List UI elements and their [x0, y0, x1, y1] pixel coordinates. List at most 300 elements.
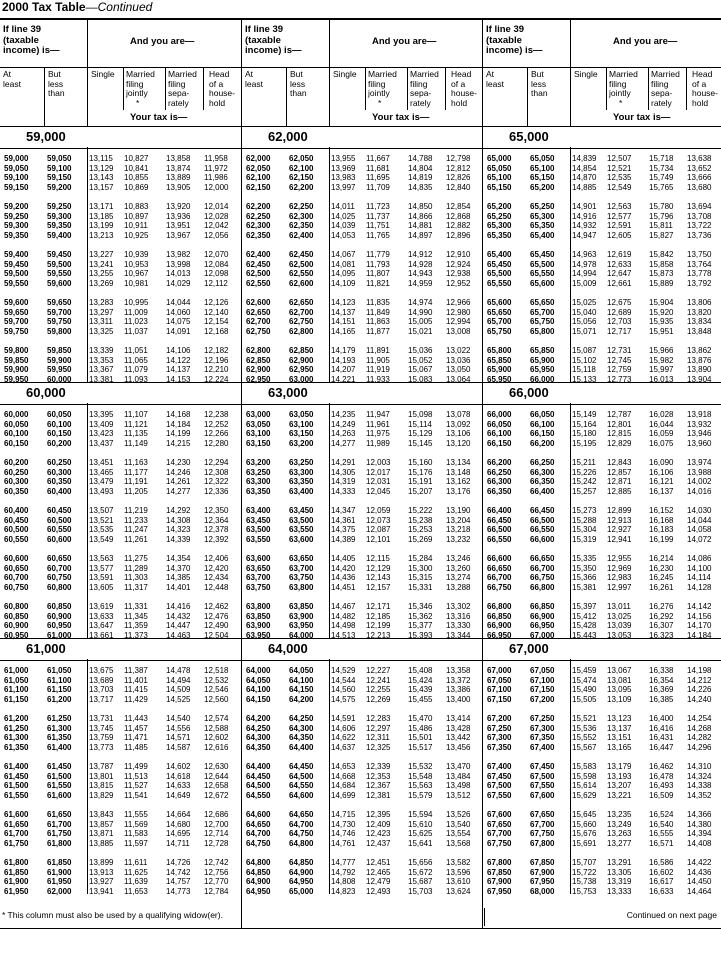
income-block: [242, 147, 483, 382]
income-block: [483, 147, 721, 382]
table-row: [0, 878, 241, 886]
income-band: [483, 382, 721, 405]
but-less-than-cell: 61,900: [47, 867, 72, 877]
married-jointly-tax-cell: 11,023: [124, 317, 148, 327]
head-of-household-tax-cell: 13,848: [687, 326, 712, 336]
income-band: [0, 126, 241, 149]
married-separately-tax-cell: 16,276: [649, 602, 674, 611]
married-separately-tax-cell: 16,447: [649, 742, 674, 752]
table-row: [242, 507, 483, 515]
but-less-than-cell: 65,500: [530, 259, 555, 269]
at-least-header-line: At: [486, 69, 495, 79]
at-least-cell: 59,200: [4, 202, 29, 211]
at-least-cell: 65,000: [487, 154, 512, 163]
married-jointly-tax-cell: 13,179: [607, 762, 632, 771]
head-of-household-tax-cell: 13,582: [446, 858, 471, 867]
but-less-than-cell: 62,450: [289, 250, 314, 259]
married-jointly-tax-cell: 12,423: [366, 829, 391, 839]
but-less-than-cell: 61,000: [47, 630, 72, 640]
head-of-household-tax-cell: 13,470: [446, 762, 471, 771]
line39-header-line: If line 39: [3, 24, 42, 35]
at-least-cell: 63,600: [246, 554, 271, 563]
single-tax-cell: 14,179: [331, 346, 356, 355]
married-separately-header-line: rately: [651, 97, 672, 108]
table-row: [0, 613, 241, 621]
but-less-than-cell: 59,950: [47, 365, 72, 375]
table-row: [242, 869, 483, 877]
single-tax-cell: 13,885: [89, 838, 114, 848]
table-row: [242, 251, 483, 259]
at-least-cell: 60,450: [4, 515, 29, 525]
at-least-cell: 61,100: [4, 685, 29, 695]
married-separately-tax-cell: 13,982: [166, 250, 191, 259]
head-of-household-tax-cell: 13,358: [446, 666, 471, 675]
at-least-cell: 60,300: [4, 477, 29, 487]
single-tax-cell: 15,443: [572, 630, 597, 640]
at-least-cell: 65,500: [487, 269, 512, 279]
single-tax-cell: 14,653: [331, 762, 356, 771]
married-jointly-tax-cell: 11,639: [124, 877, 148, 887]
but-less-than-cell: 65,750: [530, 317, 555, 327]
but-less-than-header: [531, 70, 548, 99]
single-header: [333, 70, 357, 80]
single-tax-cell: 14,151: [331, 317, 356, 327]
at-least-cell: 60,200: [4, 458, 29, 467]
head-of-household-tax-cell: 14,100: [687, 563, 712, 573]
at-least-cell: 67,800: [487, 858, 512, 867]
head-of-household-tax-cell: 12,896: [446, 230, 471, 240]
married-jointly-tax-cell: 11,793: [366, 259, 390, 269]
single-tax-cell: 15,707: [572, 858, 597, 867]
at-least-cell: 63,850: [246, 611, 271, 621]
single-tax-cell: 14,963: [572, 250, 597, 259]
at-least-cell: 62,350: [246, 230, 271, 240]
at-least-cell: 61,850: [4, 867, 29, 877]
married-jointly-tax-cell: 12,381: [366, 790, 391, 800]
but-less-than-cell: 64,050: [289, 666, 314, 675]
head-of-household-tax-cell: 13,722: [687, 221, 712, 231]
head-of-household-tax-cell: 12,434: [204, 573, 229, 583]
table-row: [0, 821, 241, 829]
but-less-than-cell: 67,600: [530, 790, 555, 800]
married-jointly-tax-cell: 12,983: [607, 573, 632, 583]
at-least-cell: 61,500: [4, 781, 29, 791]
single-tax-cell: 14,263: [331, 429, 356, 439]
at-least-cell: 60,100: [4, 429, 29, 439]
head-of-household-tax-cell: 13,204: [446, 515, 471, 525]
but-less-than-cell: 67,050: [530, 666, 555, 675]
married-separately-tax-cell: 14,137: [166, 365, 191, 375]
but-less-than-cell: 65,900: [530, 355, 555, 365]
table-row: [242, 421, 483, 429]
married-separately-tax-cell: 14,060: [166, 307, 191, 317]
table-row: [0, 251, 241, 259]
but-less-than-cell: 66,600: [530, 534, 555, 544]
but-less-than-cell: 66,150: [530, 429, 555, 439]
married-separately-tax-cell: 14,509: [166, 685, 191, 695]
head-of-household-tax-cell: 13,134: [446, 458, 471, 467]
married-jointly-tax-cell: 11,891: [366, 346, 390, 355]
table-row: [242, 347, 483, 355]
head-of-household-tax-cell: 12,798: [446, 154, 471, 163]
income-band-label: 59,000: [26, 129, 66, 144]
single-tax-cell: 15,397: [572, 602, 597, 611]
married-separately-tax-cell: 16,493: [649, 781, 674, 791]
single-tax-cell: 13,927: [89, 877, 114, 887]
head-of-household-tax-cell: 13,918: [687, 410, 712, 419]
line39-header-line: If line 39: [486, 24, 525, 35]
but-less-than-cell: 66,950: [530, 621, 555, 631]
head-of-household-header-line: of a: [209, 78, 224, 89]
married-separately-tax-cell: 13,889: [166, 173, 191, 183]
at-least-cell: 67,300: [487, 733, 512, 743]
table-row: [0, 421, 241, 429]
but-less-than-cell: 61,400: [47, 742, 72, 752]
single-tax-cell: 14,544: [331, 675, 356, 685]
header-rule: [570, 67, 721, 68]
at-least-cell: 61,050: [4, 675, 29, 685]
head-of-household-tax-cell: 14,086: [687, 554, 712, 563]
married-jointly-tax-cell: 11,443: [124, 714, 148, 723]
single-tax-cell: 15,040: [572, 307, 597, 317]
married-jointly-tax-cell: 12,535: [607, 173, 632, 183]
married-jointly-tax-cell: 10,855: [124, 173, 149, 183]
married-separately-header-line: filing: [168, 78, 186, 89]
married-jointly-tax-cell: 13,109: [607, 694, 632, 704]
married-separately-tax-cell: 14,742: [166, 867, 191, 877]
single-tax-cell: 14,854: [572, 163, 597, 173]
head-of-household-header-line: hold: [692, 97, 709, 108]
married-separately-tax-cell: 15,966: [649, 346, 674, 355]
table-row: [0, 357, 241, 365]
but-less-than-cell: 64,550: [289, 781, 314, 791]
table-row: [242, 440, 483, 448]
table-row: [483, 859, 721, 867]
head-of-household-tax-cell: 14,408: [687, 838, 712, 848]
head-of-household-tax-cell: 13,750: [687, 250, 712, 259]
but-less-than-header-line: than: [290, 88, 307, 98]
married-separately-tax-cell: 16,540: [649, 819, 674, 829]
married-separately-tax-cell: 15,191: [408, 477, 433, 487]
table-row: [483, 565, 721, 573]
head-of-household-tax-cell: 14,366: [687, 810, 712, 819]
married-separately-tax-cell: 15,796: [649, 211, 674, 221]
table-row: [0, 328, 241, 336]
married-separately-tax-cell: 16,121: [649, 477, 674, 487]
married-separately-tax-cell: 15,083: [408, 374, 433, 384]
married-separately-tax-cell: 15,765: [649, 182, 674, 192]
married-jointly-tax-cell: 12,437: [366, 838, 391, 848]
at-least-cell: 62,600: [246, 298, 271, 307]
line39-header: [245, 25, 302, 57]
at-least-header-line: least: [245, 78, 263, 89]
single-tax-cell: 14,513: [331, 630, 356, 640]
table-row: [483, 232, 721, 240]
but-less-than-cell: 61,850: [47, 858, 72, 867]
married-separately-tax-cell: 15,563: [408, 781, 433, 791]
married-separately-tax-cell: 13,951: [166, 221, 191, 231]
at-least-cell: 61,200: [4, 714, 29, 723]
at-least-cell: 65,700: [487, 317, 512, 327]
table-row: [242, 478, 483, 486]
but-less-than-cell: 62,750: [289, 317, 314, 327]
but-less-than-cell: 67,800: [530, 838, 555, 848]
head-of-household-tax-cell: 14,128: [687, 582, 712, 592]
married-jointly-tax-cell: 11,723: [366, 202, 390, 211]
married-jointly-tax-cell: 13,039: [607, 621, 632, 631]
married-separately-tax-cell: 15,114: [408, 419, 432, 429]
married-separately-tax-cell: 14,974: [408, 298, 433, 307]
but-less-than-cell: 60,400: [47, 486, 72, 496]
table-row: [242, 232, 483, 240]
table-row: [242, 667, 483, 675]
married-jointly-tax-cell: 12,521: [607, 163, 632, 173]
married-jointly-tax-cell: 11,667: [366, 154, 390, 163]
married-jointly-tax-cell: 11,471: [124, 733, 148, 743]
at-least-cell: 63,400: [246, 506, 271, 515]
married-separately-tax-cell: 15,253: [408, 525, 433, 535]
but-less-than-cell: 66,100: [530, 419, 555, 429]
table-row: [0, 555, 241, 563]
married-separately-tax-cell: 14,866: [408, 211, 433, 221]
single-tax-cell: 15,753: [572, 886, 597, 896]
head-of-household-tax-cell: 12,336: [204, 486, 229, 496]
single-tax-cell: 14,207: [331, 365, 356, 375]
single-tax-cell: 14,053: [331, 230, 356, 240]
income-block: [242, 403, 483, 638]
at-least-cell: 64,250: [246, 723, 271, 733]
single-tax-cell: 14,761: [331, 838, 356, 848]
at-least-cell: 59,050: [4, 163, 29, 173]
head-of-household-tax-cell: 12,210: [204, 365, 229, 375]
head-of-household-header-line: hold: [451, 97, 468, 108]
table-row: [483, 488, 721, 496]
but-less-than-cell: 63,650: [289, 554, 314, 563]
married-jointly-tax-cell: 12,647: [607, 269, 632, 279]
married-jointly-tax-cell: 12,311: [366, 733, 390, 743]
married-jointly-tax-cell: 12,591: [607, 221, 632, 231]
married-separately-tax-cell: 14,664: [166, 810, 191, 819]
table-row: [0, 469, 241, 477]
single-tax-cell: 13,129: [89, 163, 114, 173]
at-least-cell: 63,100: [246, 429, 271, 439]
but-less-than-cell: 59,800: [47, 326, 72, 336]
single-tax-cell: 14,591: [331, 714, 356, 723]
line39-header-line: income) is—: [3, 45, 60, 56]
single-tax-cell: 14,746: [331, 829, 356, 839]
married-jointly-header: [609, 70, 638, 108]
but-less-than-cell: 61,950: [47, 877, 72, 887]
table-row: [242, 725, 483, 733]
head-of-household-tax-cell: 13,946: [687, 429, 712, 439]
head-of-household-tax-cell: 13,862: [687, 346, 712, 355]
table-row: [242, 888, 483, 896]
married-jointly-tax-cell: 11,163: [124, 458, 148, 467]
but-less-than-cell: 60,150: [47, 429, 72, 439]
column-divider: [527, 67, 528, 126]
column-divider: [648, 67, 649, 110]
head-of-household-tax-cell: 13,050: [446, 365, 471, 375]
but-less-than-cell: 59,650: [47, 298, 72, 307]
head-of-household-header: [209, 70, 235, 108]
married-separately-tax-cell: 14,912: [408, 250, 433, 259]
married-jointly-tax-cell: 12,843: [607, 458, 632, 467]
married-jointly-tax-cell: 12,507: [607, 154, 632, 163]
married-jointly-tax-cell: 11,401: [124, 675, 148, 685]
at-least-cell: 65,100: [487, 173, 512, 183]
at-least-cell: 64,050: [246, 675, 271, 685]
table-row: [242, 155, 483, 163]
at-least-cell: 60,250: [4, 467, 29, 477]
but-less-than-cell: 63,850: [289, 602, 314, 611]
married-jointly-tax-cell: 11,877: [366, 326, 390, 336]
single-tax-cell: 13,577: [89, 563, 114, 573]
married-jointly-tax-cell: 11,261: [124, 534, 148, 544]
but-less-than-cell: 63,000: [289, 374, 314, 384]
head-of-household-tax-cell: 12,504: [204, 630, 229, 640]
head-of-household-tax-cell: 12,224: [204, 374, 229, 384]
single-tax-cell: 15,459: [572, 666, 597, 675]
married-separately-tax-cell: 14,525: [166, 694, 191, 704]
table-row: [242, 830, 483, 838]
single-tax-cell: 14,193: [331, 355, 356, 365]
married-jointly-tax-cell: 11,527: [124, 781, 148, 791]
head-of-household-tax-cell: 14,338: [687, 781, 712, 791]
married-jointly-tax-cell: 11,499: [124, 762, 148, 771]
head-of-household-tax-cell: 13,554: [446, 829, 471, 839]
head-of-household-tax-cell: 12,924: [446, 259, 471, 269]
married-jointly-tax-cell: 13,053: [607, 630, 632, 640]
head-of-household-tax-cell: 14,394: [687, 829, 712, 839]
married-jointly-tax-cell: 11,205: [124, 486, 148, 496]
head-of-household-tax-cell: 12,266: [204, 429, 229, 439]
married-separately-tax-cell: 15,176: [408, 467, 433, 477]
married-separately-tax-cell: 15,889: [649, 278, 674, 288]
married-jointly-tax-cell: 11,835: [366, 298, 390, 307]
table-row: [0, 222, 241, 230]
but-less-than-cell: 60,800: [47, 582, 72, 592]
married-separately-header-line: Married: [168, 69, 197, 79]
married-separately-header-line: filing: [651, 78, 669, 89]
single-tax-cell: 13,983: [331, 173, 356, 183]
but-less-than-cell: 63,800: [289, 582, 314, 592]
but-less-than-cell: 66,350: [530, 477, 555, 487]
at-least-cell: 63,050: [246, 419, 271, 429]
but-less-than-cell: 65,250: [530, 202, 555, 211]
single-tax-cell: 15,738: [572, 877, 597, 887]
single-tax-cell: 14,730: [331, 819, 356, 829]
head-of-household-tax-cell: 12,238: [204, 410, 229, 419]
head-of-household-tax-cell: 13,610: [446, 877, 471, 887]
head-of-household-tax-cell: 12,098: [204, 269, 229, 279]
table-row: [483, 357, 721, 365]
but-less-than-cell: 62,100: [289, 163, 314, 173]
but-less-than-cell: 61,800: [47, 838, 72, 848]
married-separately-tax-cell: 14,649: [166, 790, 191, 800]
but-less-than-cell: 66,650: [530, 554, 555, 563]
single-tax-cell: 15,242: [572, 477, 597, 487]
table-row: [0, 859, 241, 867]
header-divider: [329, 20, 330, 126]
but-less-than-cell: 66,200: [530, 438, 555, 448]
at-least-cell: 65,850: [487, 355, 512, 365]
single-tax-cell: 14,291: [331, 458, 356, 467]
at-least-cell: 66,750: [487, 582, 512, 592]
married-separately-tax-cell: 14,106: [166, 346, 191, 355]
at-least-cell: 61,900: [4, 877, 29, 887]
married-separately-tax-cell: 14,354: [166, 554, 191, 563]
married-separately-tax-cell: 16,245: [649, 573, 674, 583]
married-separately-tax-cell: 16,338: [649, 666, 674, 675]
head-of-household-tax-cell: 13,568: [446, 838, 471, 848]
but-less-than-cell: 59,300: [47, 211, 72, 221]
head-of-household-tax-cell: 14,072: [687, 534, 712, 544]
head-of-household-header-line: of a: [451, 78, 466, 89]
table-row: [242, 411, 483, 419]
but-less-than-cell: 67,400: [530, 742, 555, 752]
single-tax-cell: 13,633: [89, 611, 114, 621]
head-of-household-tax-cell: 12,378: [204, 525, 229, 535]
but-less-than-header-line: less: [290, 78, 306, 89]
married-jointly-tax-cell: 11,485: [124, 742, 148, 752]
header-divider: [570, 20, 571, 126]
single-tax-cell: 14,699: [331, 790, 356, 800]
income-band-label: 67,000: [509, 641, 549, 656]
but-less-than-cell: 63,550: [289, 525, 314, 535]
but-less-than-cell: 63,950: [289, 621, 314, 631]
single-tax-cell: 13,507: [89, 506, 114, 515]
but-less-than-cell: 62,700: [289, 307, 314, 317]
but-less-than-header: [48, 70, 65, 99]
head-of-household-tax-cell: 14,324: [687, 771, 712, 781]
at-least-cell: 67,050: [487, 675, 512, 685]
single-tax-cell: 14,095: [331, 269, 356, 279]
single-tax-cell: 14,901: [572, 202, 597, 211]
at-least-cell: 64,150: [246, 694, 271, 704]
at-least-cell: 63,950: [246, 630, 271, 640]
married-jointly-tax-cell: 12,157: [366, 582, 391, 592]
married-jointly-header-line: jointly: [126, 88, 148, 98]
married-jointly-tax-cell: 11,093: [124, 374, 148, 384]
single-tax-cell: 13,787: [89, 762, 114, 771]
head-of-household-tax-cell: 12,616: [204, 742, 229, 752]
table-panel: [241, 20, 483, 928]
table-row: [483, 213, 721, 221]
but-less-than-cell: 60,350: [47, 477, 72, 487]
head-of-household-tax-cell: 12,042: [204, 221, 229, 231]
table-row: [483, 526, 721, 534]
married-jointly-tax-cell: 11,233: [124, 515, 148, 525]
but-less-than-cell: 65,100: [530, 163, 555, 173]
table-row: [242, 686, 483, 694]
single-tax-cell: 13,521: [89, 515, 114, 525]
head-of-household-tax-cell: 12,322: [204, 477, 229, 487]
married-jointly-tax-cell: 12,367: [366, 781, 391, 791]
table-row: [0, 782, 241, 790]
head-of-household-tax-cell: 12,252: [204, 419, 229, 429]
table-row: [483, 744, 721, 752]
income-band: [242, 126, 483, 149]
head-of-household-tax-cell: 13,302: [446, 602, 471, 611]
married-separately-tax-cell: 16,013: [649, 374, 674, 384]
at-least-cell: 64,900: [246, 877, 271, 887]
at-least-cell: 61,650: [4, 819, 29, 829]
at-least-cell: 65,200: [487, 202, 512, 211]
but-less-than-cell: 66,000: [530, 374, 555, 384]
but-less-than-cell: 60,200: [47, 438, 72, 448]
married-separately-tax-cell: 14,230: [166, 458, 191, 467]
single-tax-cell: 13,605: [89, 582, 114, 592]
